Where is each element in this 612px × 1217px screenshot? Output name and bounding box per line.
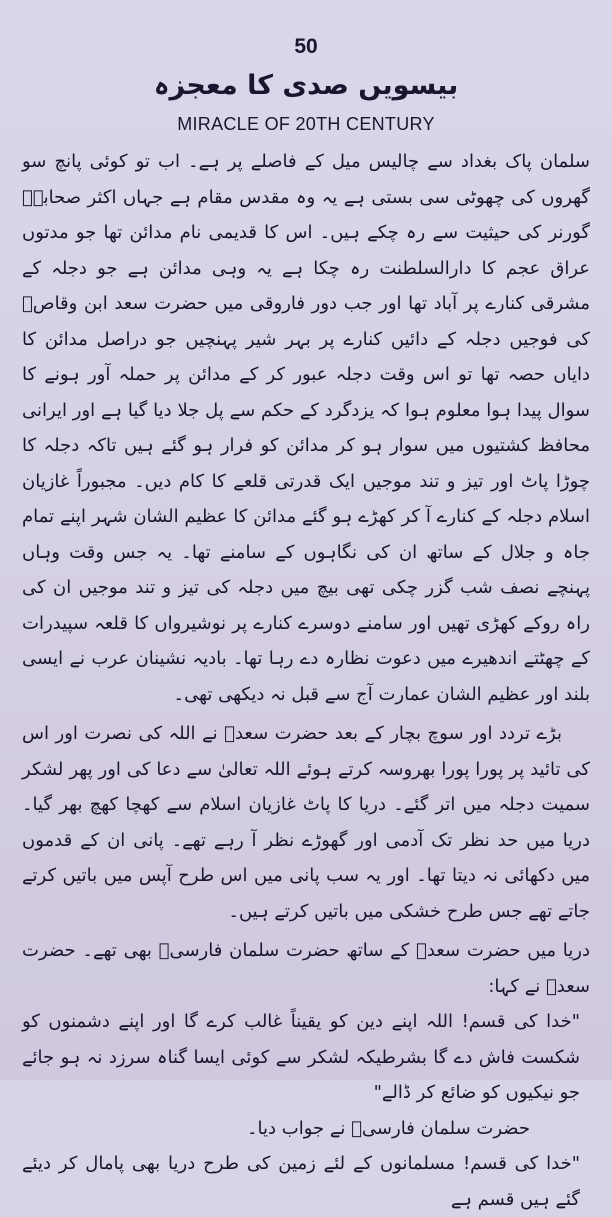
body-text [22,144,590,1217]
chapter-title-english: MIRACLE OF 20TH CENTURY [177,114,435,134]
paragraph-2: بڑے تردد اور سوچ بچار کے بعد حضرت سعدؓ نے اللہ کی نصرت اور اس کی تائید پر پورا پورا بھروسہ کرتے ہوئے اللہ تعالیٰ سے دعا کی اور پھر لشکر سمیت دجلہ میں اتر گئے۔ دریا کا پاٹ غازیان اسلام سے کھچا کھچ بھر گیا۔ دریا میں حد نظر تک آدمی اور گھوڑے نظر آ رہے تھے۔ پانی ان کے قدموں میں دکھائی نہ دیتا تھا۔ اور یہ سب پانی میں اس طرح آپس میں باتیں کرتے جاتے تھے جس طرح خشکی میں باتیں کرتے ہیں۔ [22,723,590,922]
chapter-title-urdu: بیسویں صدی کا معجزہ [153,70,459,101]
quote-1: "خدا کی قسم! اللہ اپنے دین کو یقیناً غالب کرے گا اور اپنے دشمنوں کو شکست فاش دے گا بشرطیکہ لشکر سے کوئی ایسا گناہ سرزد نہ ہو جائے جو نیکیوں کو ضائع کر ڈالے" [22,1011,580,1103]
paragraph-1: سلمان پاک بغداد سے چالیس میل کے فاصلے پر ہے۔ اب تو کوئی پانچ سو گھروں کی چھوٹی سی بستی ہے یہ وہ مقدس مقام ہے جہاں اکثر صحابہؓ گورنر کی حیثیت سے رہ چکے ہیں۔ اس کا قدیمی نام مدائن تھا جو مدتوں عراق عجم کا دارالسلطنت رہ چکا ہے یہ وہی مدائن ہے جو دجلہ کے مشرقی کنارے پر آباد تھا اور جب دور فاروقی میں حضرت سعد ابن وقاصؓ کی فوجیں دجلہ کے دائیں کنارے پر بہر شیر پہنچیں جو دراصل مدائن کا دایاں حصہ تھا تو اس وقت دجلہ عبور کر کے مدائن پر حملہ آور ہونے کا سوال پیدا ہوا معلوم ہوا کہ یزدگرد کے حکم سے پل جلا دیا گیا ہے اور ایرانی محافظ کشتیوں میں سوار ہو کر مدائن کو فرار ہو گئے ہیں تاکہ دجلہ کا چوڑا پاٹ اور تیز و تند موجیں ایک قدرتی قلعے کا کام دیں۔ مجبوراً غازیان اسلام دجلہ کے کنارے آ کر کھڑے ہو گئے مدائن کا عظیم الشان شہر اپنے تمام جاہ و جلال کے ساتھ ان کی نگاہوں کے سامنے تھا۔ یہ جس وقت وہاں پہنچے نصف شب گزر چکی تھی بیچ میں دجلہ کی تیز و تند موجیں ان کی راہ روکے کھڑی تھیں اور سامنے دوسرے کنارے پر نوشیرواں کا قلعہ سپیدرات کے چھٹتے اندھیرے میں دعوت نظارہ دے رہا تھا۔ بادیہ نشینان عرب نے ایسی بلند اور عظیم الشان عمارت آج سے قبل نہ دیکھی تھی۔ [22,151,590,705]
paragraph-3: دریا میں حضرت سعدؓ کے ساتھ حضرت سلمان فارسیؓ بھی تھے۔ حضرت سعدؓ نے کہا: [22,940,590,997]
page-number: 50 [294,35,318,58]
quote-2: "خدا کی قسم! مسلمانوں کے لئے زمین کی طرح دریا بھی پامال کر دیئے گئے ہیں قسم ہے [22,1153,580,1210]
attribution-line: حضرت سلمان فارسیؓ نے جواب دیا۔ [246,1117,530,1139]
